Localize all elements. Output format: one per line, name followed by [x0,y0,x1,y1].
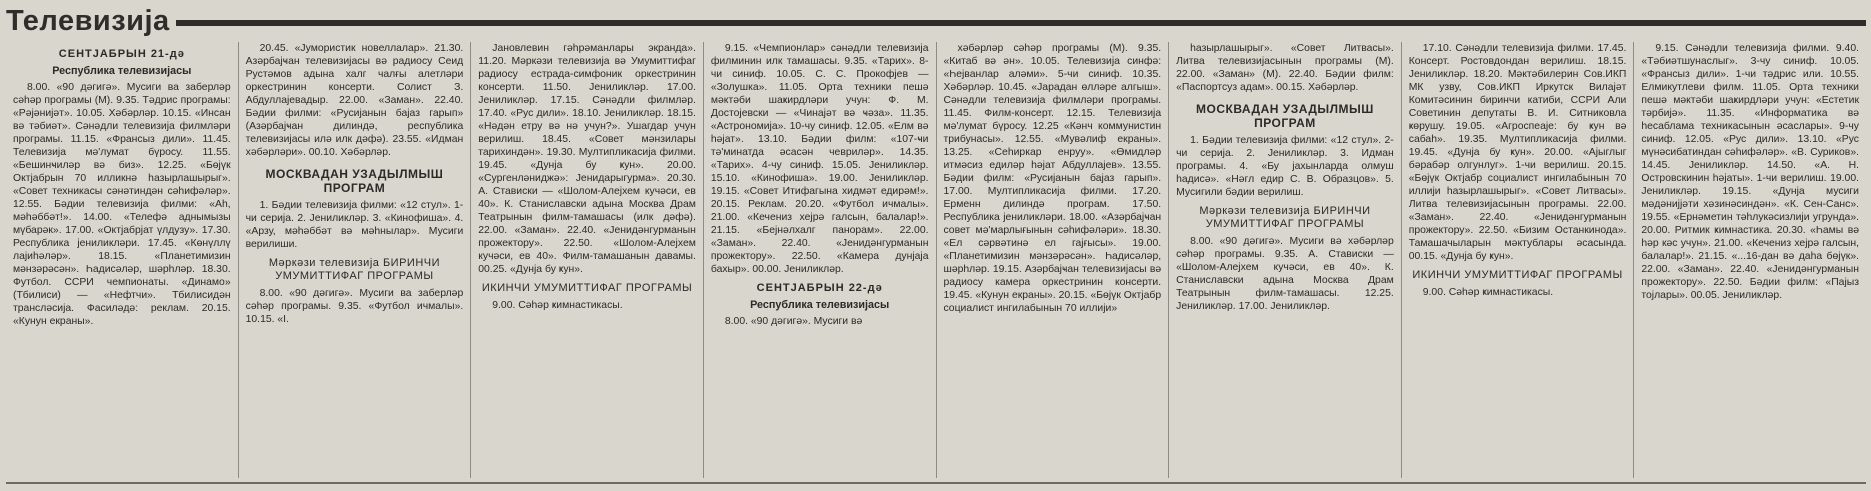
column-6 [1168,42,1401,478]
schedule-text: 1. Бәдии телевизија филми: «12 стул». 2-чи серија. 2. Јениликләр. 3. Идман програмы. 4. «Бу јахынларда олмуш һадисә». «Нәгл едир С. В. Образцов». 5. Мусигили бәдии верилиш. [1176,135,1394,198]
schedule-text: 8.00. «90 дәгигә». Мусиги вә [724,316,863,327]
column-5 [936,42,1169,478]
section-title: Телевизија [6,4,170,37]
column-1 [6,42,238,478]
schedule-text: 17.10. Сәнәдли телевизија филми. 17.45. Консерт. Ростовдондан верилиш. 18.15. Јениликләр. 18.20. Мәктәбилерин Сов.ИКП МК узву, Сов.ИКП Иркутск Вилајәт Комитәсинин биринчи катиби, ССРИ Али Советинин депутаты В. И. Ситниковла ҝөрушу. 19.05. «Агроспеаје: бу ҝун вә сабаһ». 19.35. Мултипликасија филми. 19.45. «Дунја бу ҝун». 20.00. «Ајыглыг бәрабәр олгунлуг». 1-чи верилиш. 20.15. «Бөјүк Октјабр социалист ингилабынын 70 иллији һазырлашырыг». «Совет Литвасы». Литва телевизијасынын програмы. 22.00. «Заман». 22.40. «Јенидәнгурманын прожектору». 22.50. «Бизим Останкинода». Тамашачыларын мәктублары әсасында. 00.15. «Дунја бу ҝун». [1408,43,1627,262]
date-heading: СЕНТЈАБРЫН 21-дә [58,48,185,60]
schedule-text: һазырлашырыг». «Совет Литвасы». Литва телевизијасынын програмы (М). 22.00. «Заман» (М). 22.40. Бәдии филм: «Паспортсуз адам». 00.15. Хәбәрләр. [1176,43,1394,93]
program-subheading: Мәркәзи телевизија БИРИНЧИ УМУМИТТИФАГ ПРОГРАМЫ [1199,205,1371,230]
header-rule [176,20,1866,26]
schedule-columns [6,42,1866,478]
schedule-text: 9.15. «Чемпионлар» сәнәдли телевизија филминин илк тамашасы. 9.35. «Тарих». 8-чи синиф. 10.05. С. С. Прокофјев — «Золушка». 11.05. Орта техники пешә мәктәби шаҝирдләри учун: Ф. М. Достојевски — «Чинајәт вә ҹәза». 11.35. «Астрономија». 10-чу синиф. 12.05. «Елм вә һәјат». 13.10. Бәдии филм: «107-ҹи тә'минатда әсасән чевриләр». 14.35. «Тарих». 4-чу синиф. 15.05. Јениликләр. 15.10. «Кинофиша». 19.00. Јениликләр. 19.15. «Совет Итифагына хидмәт едирәм!». 20.15. Реклам. 20.20. «Футбол ичмалы». 21.00. «Кечениз хејрә галсын, балалар!». 21.15. «Бејнәлхалг панорам». 22.00. «Заман». 22.40. «Јенидәнгурманын прожектору». 22.50. «Камера дунјаја бахыр». 00.00. Јениликләр. [710,43,929,275]
schedule-text: хәбәрләр сәһәр програмы (М). 9.35. «Китаб вә ән». 10.05. Телевизија синфә: «Һејванлар аләми». 5-чи синиф. 10.35. Хәбәрләр. 10.45. «Јарадан өлләре алгыш». Сәнәдли телевизија филмләри програмы. 11.45. Филм-консерт. 12.15. Телевизија мә'лумат бүросу. 12.25 «Кәнч коммунистин трибунасы». 12.55. «Мувәлиф екраны». 13.25. «Сеһиркар енруу». «Өмидләр итмәсиз едиләр һәјат Абдуллајев». 13.55. Бәдии филм: «Русијанын бајаз гарып». 17.00. Мултипликасија филми. 17.20. Ерменн дилиндә програм. 17.50. Республика јениликләри. 18.00. «Азәрбајҹан совет мә'марлығынын сәһифәләри». 18.30. «Ел сәрвәтинә ел гајғысы». 19.00. «Планетимизин мәнзәрәсән». Һадисәләр, шәрһләр. 19.15. Азәрбајҹан телевизијасы вә радиосу камера оркестринин консерти. 19.45. «Кунун екраны». 20.15. «Бөјүк Октјабр социалист ингилабынын 70 иллији» [943,43,1162,314]
schedule-text: 1. Бәдии телевизија филми: «12 стул». 1-чи серија. 2. Јениликләр. 3. «Кинофиша». 4. «Арзу, мәһәббәт вә мәһнылар». Мусиги верилиши. [245,200,464,250]
column-4 [703,42,936,478]
program-subheading: ИКИНЧИ УМУМИТТИФАГ ПРОГРАМЫ [481,282,693,294]
channel-heading: Республика телевизијасы [750,299,890,311]
column-3 [470,42,703,478]
column-7 [1401,42,1634,478]
schedule-text: 9.15. Сәнәдли телевизија филми. 9.40. «Тәбиәтшунаслыг». 3-чу синиф. 10.05. «Франсыз дили». 1-чи тәдрис или. 10.55. Елмикутлеви филм. 11.05. Орта техники пешә мәктәби шаҝирдләри учун: «Естетик тәрбијә». 11.35. «Информатика вә һесаблама техникасынын әсаслары». 9-чу синиф. 12.05. «Рус дили». 13.10. «Рус мүнәсибатиндан сәһифәләр». «В. Суриков». 14.45. Јениликләр. 14.50. «А. Н. Островскинин һәјаты». 1-чи верилиш. 19.00. Јениликләр. 19.15. «Дунја мусиги мәдәнијјәти хәзинәсиндән». «К. Сен-Санс». 19.55. «Ернәметин тәһлукәсизлији угрунда». 20.00. Ритмик ҝимнастика. 20.30. «Һамы вә һәр кәс учун». 21.00. «Кечениз хејрә галсын, балалар!». 21.15. «...16-дан вә даһа бөјүк». 22.00. «Заман». 22.40. «Јенидәнгурманын прожектору». 22.50. Бәдии филм: «Пајыз тојлары». 00.05. Јениликләр. [1641,43,1859,301]
schedule-text: 9.00. Сәһәр ҝимнастикасы. [492,300,623,311]
bottom-rule [6,482,1866,484]
column-8 [1633,42,1866,478]
tv-section-header [6,4,1866,38]
schedule-text: 8.00. «90 дәгигә». Мусиги ва заберләр сәһәр програмы (М). 9.35. Тәдрис програмы: «Рәјәнијәт». 10.05. Хәбәрләр. 10.15. «Инсан вә тәбиәт». Сәнәдли телевизија филмләри програмы. 11.15. «Франсыз дили». 11.45. Телевизија мә'лумат бүросу. 11.55. «Бешинҹиләр вә биз». 12.25. «Бөјүк Октјабрын 70 илликнә һазырлашырыг». «Совет техникасы сәнәтиндән сәһифәләр». 12.55. Бәдии телевизија филми: «Ah, мәһәббәт!». 14.00. «Телефә аднымызы мүбарәк». 17.00. «Октјабрјат үлдузу». 17.30. Республика јениликләри. 17.45. «Көнүллү лајиһәләр». 18.15. «Планетимизин мәнзәрәсән». Һадисәләр, шәрһләр. 18.30. Футбол. ССРИ чемпионаты. «Динамо» (Тбилиси) — «Нефтчи». Тбилисидән трансләсија. Фасиләдә: реклам. 20.15. «Кунун екраны». [13,82,231,327]
schedule-text: 20.45. «Јумористик новеллалар». 21.30. Азәрбајҹан телевизијасы вә радиосу Сеид Рустәмов адына халг чалғы алетләри оркестринин консерти. Солист З. Абдуллајевадыр. 22.00. «Заман». 22.40. Бәдии филми: «Русијанын бајаз гарып» (Азәрбајҹан дилиндә, республика телевизијасы илә илк дәфә). 23.55. «Идман хәбәрләри». 00.10. Хәбәрләр. [245,43,464,158]
schedule-text: 8.00. «90 дәгигә». Мусиги ва заберләр сәһәр програмы. 9.35. «Футбол ичмалы». 10.15. «I. [245,288,464,325]
channel-heading: Республика телевизијасы [52,65,192,77]
schedule-text: Јановлевин гәһрәманлары экранда». 11.20. Мәркәзи телевизија вә Умумиттифаг радиосу естрада-симфоник оркестринин консерти. 11.50. Јениликләр. 17.00. Јениликләр. 17.15. Сәнәдли филмләр. 17.40. «Рус дили». 18.10. Јениликләр. 18.15. «Нәдән етру вә нә учун?». Ушагдар учун верилиш. 18.45. «Совет мәнзилары тарихиндән». 19.30. Мултипликасија филми. 19.45. «Дунја бу ҝун». 20.00. «Сургенләниджә»: Јенидарыгурма». 20.30. А. Стависки — «Шолом-Алејхем кучәси, ев 40». К. Станиславски адына Москва Драм Театрынын филм-тамашасы (илк дәфә). 22.00. «Заман». 22.40. «Јенидәнгурманын прожектору». 22.50. «Шолом-Алејхем кучәси, ев 40». Филм-тамашанын давамы. 00.25. «Дунја бу ҝун». [478,43,696,275]
date-heading: СЕНТЈАБРЫН 22-дә [756,282,883,294]
schedule-text: 8.00. «90 дәгигә». Мусиги вә хәбәрләр сәһәр програмы. 9.35. А. Стависки — «Шолом-Алејхем кучәси, ев 40». К. Станиславски адына Москва Драм Театрынын филм-тамашасы. 12.25. Јениликләр. 17.00. Јениликләр. [1176,236,1394,312]
program-heading: МОСКВАДАН УЗАДЫЛМЫШ ПРОГРАМ [1196,102,1374,130]
schedule-text: 9.00. Сәһәр ҝимнастикасы. [1422,287,1554,298]
program-subheading: Мәркәзи телевизија БИРИНЧИ УМУМИТТИФАГ ПРОГРАМЫ [268,257,440,282]
column-2 [238,42,471,478]
program-subheading: ИКИНЧИ УМУМИТТИФАГ ПРОГРАМЫ [1412,269,1623,281]
program-heading: МОСКВАДАН УЗАДЫЛМЫШ ПРОГРАМ [265,167,444,195]
